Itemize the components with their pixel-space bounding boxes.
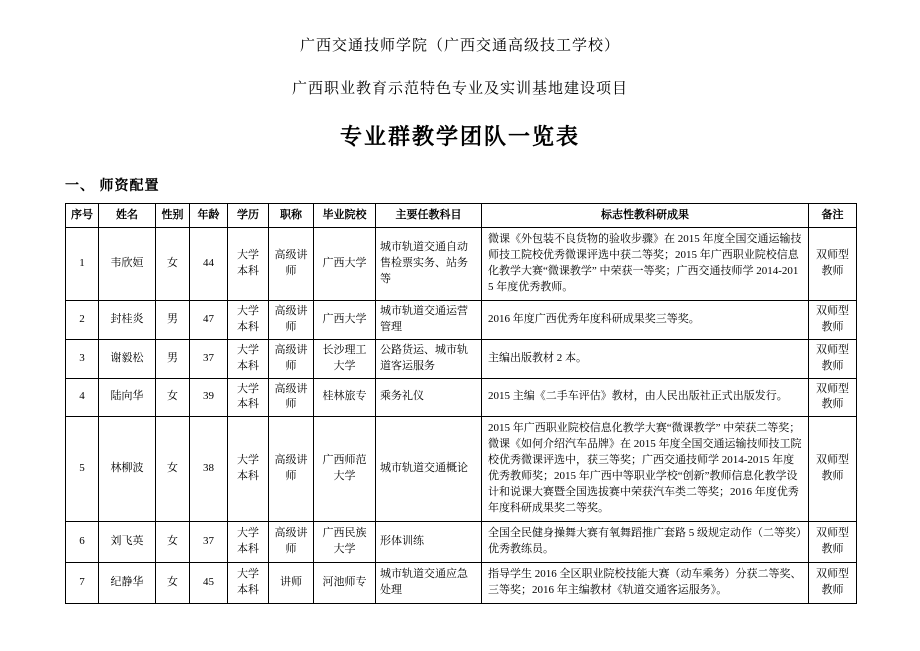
table-row — [66, 417, 857, 522]
column-header: 年龄 — [190, 204, 228, 228]
section-heading: 一、 师资配置 — [65, 179, 160, 194]
table-cell: 男 — [156, 300, 190, 339]
column-header: 毕业院校 — [314, 204, 376, 228]
table-cell: 韦欣姮 — [99, 228, 156, 301]
table-cell: 2 — [66, 300, 99, 339]
page-title: 专业群教学团队一览表 — [339, 124, 580, 149]
table-cell: 双师型教师 — [809, 228, 857, 301]
table-cell: 双师型教师 — [809, 339, 857, 378]
table-cell: 5 — [66, 417, 99, 522]
table-row — [66, 378, 857, 417]
table-cell: 大学本科 — [228, 562, 269, 603]
table-cell: 7 — [66, 562, 99, 603]
column-header: 职称 — [269, 204, 314, 228]
table-cell: 37 — [190, 339, 228, 378]
table-cell: 女 — [156, 562, 190, 603]
table-cell: 女 — [156, 522, 190, 563]
table-cell: 陆向华 — [99, 378, 156, 417]
table-cell: 全国全民健身操舞大赛有氧舞蹈推广套路 5 级规定动作（二等奖）优秀教练员。 — [482, 522, 809, 563]
table-cell: 城市轨道交通运营管理 — [376, 300, 482, 339]
table-cell: 纪静华 — [99, 562, 156, 603]
table-cell: 2015 年广西职业院校信息化教学大赛“微课教学” 中荣获二等奖；微课《如何介绍汽车品牌》在 2015 年度全国交通运输技师技工院校优秀微课评选中，获三等奖；广西交通技师学 2014-2015 年度优秀教师奖；2015 年广西中等职业学校“创新”教师信息化教学设计和说课大赛暨全国选拔赛中荣获汽车类二等奖；2016 年度优秀年度科研成果奖二等奖。 — [482, 417, 809, 522]
table-cell: 指导学生 2016 全区职业院校技能大赛（动车乘务）分获二等奖、三等奖；2016 年主编教材《轨道交通客运服务》。 — [482, 562, 809, 603]
table-cell: 大学本科 — [228, 300, 269, 339]
column-header: 姓名 — [99, 204, 156, 228]
table-cell: 1 — [66, 228, 99, 301]
table-cell: 2015 主编《二手车评估》教材，由人民出版社正式出版发行。 — [482, 378, 809, 417]
table-cell: 45 — [190, 562, 228, 603]
table-cell: 谢毅松 — [99, 339, 156, 378]
column-header: 序号 — [66, 204, 99, 228]
table-cell: 河池师专 — [314, 562, 376, 603]
table-cell: 44 — [190, 228, 228, 301]
table-cell: 公路货运、城市轨道客运服务 — [376, 339, 482, 378]
table-body — [66, 228, 857, 604]
teacher-roster-table — [65, 203, 857, 604]
table-cell: 47 — [190, 300, 228, 339]
table-cell: 封桂炎 — [99, 300, 156, 339]
project-name-line: 广西职业教育示范特色专业及实训基地建设项目 — [291, 81, 628, 97]
table-cell: 形体训练 — [376, 522, 482, 563]
table-cell: 高级讲师 — [269, 378, 314, 417]
table-cell: 4 — [66, 378, 99, 417]
table-cell: 广西大学 — [314, 228, 376, 301]
school-name-line: 广西交通技师学院（广西交通高级技工学校） — [299, 38, 620, 54]
table-cell: 城市轨道交通应急处理 — [376, 562, 482, 603]
table-cell: 大学本科 — [228, 522, 269, 563]
table-cell: 6 — [66, 522, 99, 563]
table-cell: 广西师范大学 — [314, 417, 376, 522]
table-cell: 高级讲师 — [269, 339, 314, 378]
table-cell: 刘飞英 — [99, 522, 156, 563]
table-row — [66, 300, 857, 339]
column-header: 备注 — [809, 204, 857, 228]
table-cell: 女 — [156, 378, 190, 417]
table-cell: 双师型教师 — [809, 562, 857, 603]
table-cell: 广西民族大学 — [314, 522, 376, 563]
column-header: 主要任教科目 — [376, 204, 482, 228]
table-cell: 大学本科 — [228, 378, 269, 417]
column-header: 标志性教科研成果 — [482, 204, 809, 228]
table-cell: 男 — [156, 339, 190, 378]
table-cell: 高级讲师 — [269, 300, 314, 339]
table-cell: 高级讲师 — [269, 417, 314, 522]
table-row — [66, 339, 857, 378]
table-cell: 主编出版教材 2 本。 — [482, 339, 809, 378]
table-cell: 讲师 — [269, 562, 314, 603]
table-cell: 双师型教师 — [809, 300, 857, 339]
table-cell: 林柳波 — [99, 417, 156, 522]
table-cell: 高级讲师 — [269, 228, 314, 301]
table-cell: 广西大学 — [314, 300, 376, 339]
table-cell: 女 — [156, 417, 190, 522]
table-row — [66, 228, 857, 301]
table-cell: 城市轨道交通概论 — [376, 417, 482, 522]
table-cell: 大学本科 — [228, 228, 269, 301]
table-cell: 大学本科 — [228, 339, 269, 378]
table-cell: 38 — [190, 417, 228, 522]
table-header-row — [66, 204, 857, 228]
column-header: 学历 — [228, 204, 269, 228]
table-cell: 双师型教师 — [809, 522, 857, 563]
table-cell: 3 — [66, 339, 99, 378]
table-cell: 大学本科 — [228, 417, 269, 522]
table-cell: 高级讲师 — [269, 522, 314, 563]
table-cell: 乘务礼仪 — [376, 378, 482, 417]
table-row — [66, 562, 857, 603]
table-cell: 37 — [190, 522, 228, 563]
table-cell: 城市轨道交通自动售检票实务、站务等 — [376, 228, 482, 301]
table-cell: 双师型教师 — [809, 378, 857, 417]
table-cell: 微课《外包装不良货物的验收步骤》在 2015 年度全国交通运输技师技工院校优秀微课评选中获二等奖；2015 年广西职业院校信息化教学大赛“微课教学” 中荣获一等奖；广西交通技师学 2014-2015 年度优秀教师。 — [482, 228, 809, 301]
table-cell: 39 — [190, 378, 228, 417]
table-cell: 长沙理工大学 — [314, 339, 376, 378]
column-header: 性别 — [156, 204, 190, 228]
table-cell: 2016 年度广西优秀年度科研成果奖三等奖。 — [482, 300, 809, 339]
table-cell: 桂林旅专 — [314, 378, 376, 417]
document-header — [0, 0, 920, 151]
table-cell: 女 — [156, 228, 190, 301]
table-row — [66, 522, 857, 563]
table-cell: 双师型教师 — [809, 417, 857, 522]
